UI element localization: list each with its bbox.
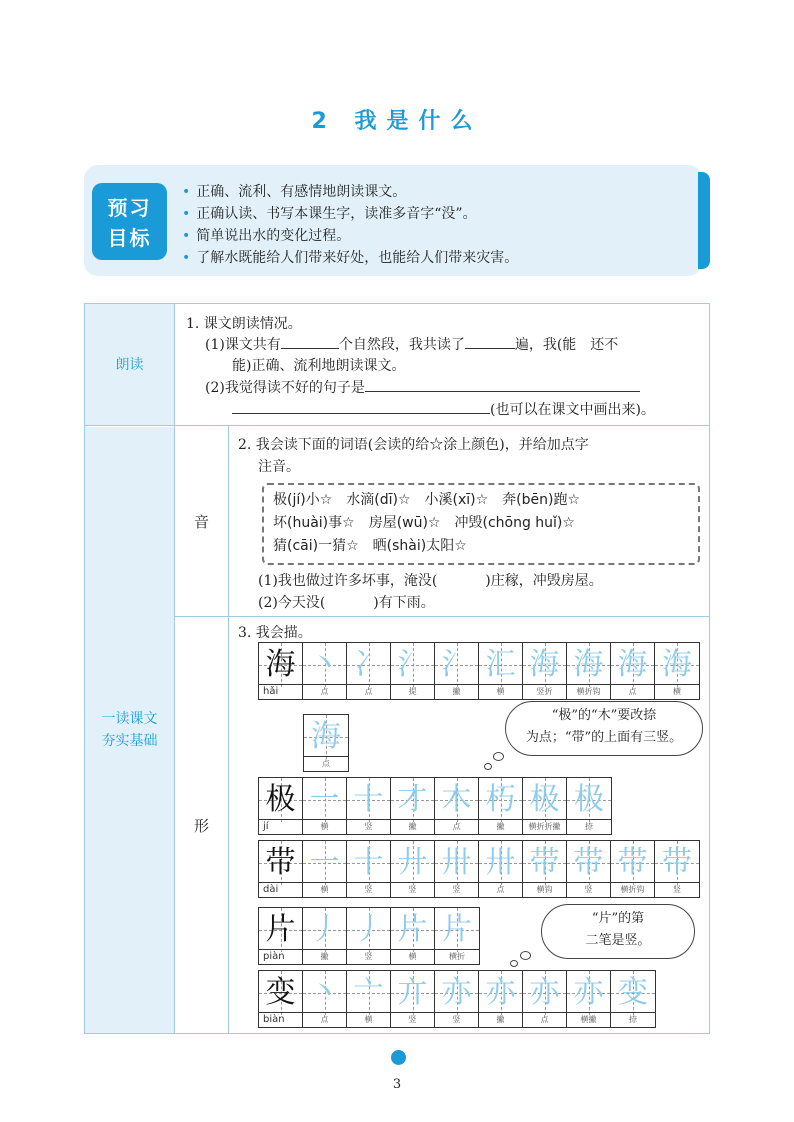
pinyin-label: dài — [259, 882, 302, 897]
label-shape: 形 — [193, 816, 209, 835]
trace-character: 极 — [574, 782, 604, 817]
tracing-cell[interactable] — [303, 971, 347, 1027]
tracing-cell[interactable] — [523, 841, 567, 897]
stroke-name-label: 横折折撇 — [523, 819, 566, 834]
stroke-name-label: 横 — [655, 684, 699, 699]
tracing-grid-pian — [258, 907, 480, 965]
q2-sentence2: (2)今天没( )有下雨。 — [258, 595, 435, 611]
trace-character: 带 — [573, 845, 604, 880]
stroke-name-label: 竖 — [347, 882, 390, 897]
cloud-tail-dot — [510, 960, 518, 967]
goal-item: • 简单说出水的变化过程。 — [182, 228, 351, 244]
pinyin-label: jí — [259, 819, 302, 834]
trace-character: 朽 — [485, 782, 516, 817]
q1-line4: (也可以在课文中画出来)。 — [232, 399, 655, 419]
trace-character: 卅 — [441, 845, 472, 880]
model-character: 极 — [265, 782, 296, 817]
stroke-name-label: 横折 — [435, 949, 479, 964]
tracing-cell[interactable] — [479, 971, 523, 1027]
section-basics — [85, 427, 174, 1033]
stroke-name-label: 提 — [391, 684, 434, 699]
trace-character: 卅 — [485, 845, 516, 880]
stroke-name-label: 撇 — [479, 1012, 522, 1027]
tip-cloud-1-line2: 为点；“带”的上面有三竖。 — [525, 730, 683, 745]
trace-character: 海 — [529, 647, 560, 682]
tracing-grid-bian — [258, 970, 656, 1028]
stroke-name-label: 横撇 — [567, 1012, 610, 1027]
tracing-cell[interactable] — [479, 841, 523, 897]
tracing-cell[interactable] — [567, 971, 611, 1027]
trace-character: 带 — [662, 845, 692, 880]
stroke-name-label: 横钩 — [523, 882, 566, 897]
stroke-name-label: 撇 — [435, 684, 478, 699]
tip-cloud-2-line2: 二笔是竖。 — [585, 933, 651, 948]
page-title: 2 我是什么 — [311, 109, 483, 134]
bullet-icon: • — [182, 184, 191, 200]
tracing-cell[interactable] — [611, 643, 655, 699]
stroke-name-label: 撇 — [479, 819, 522, 834]
tracing-cell[interactable] — [347, 841, 391, 897]
model-character: 海 — [265, 647, 296, 682]
tracing-cell[interactable] — [303, 643, 347, 699]
cloud-tail-dot — [484, 763, 492, 770]
trace-character: 亦 — [529, 975, 560, 1010]
goal-item: • 正确、流利、有感情地朗读课文。 — [182, 184, 407, 200]
tracing-cell[interactable] — [303, 841, 347, 897]
trace-character: 冫 — [353, 647, 384, 682]
tracing-cell[interactable] — [435, 971, 479, 1027]
section-basics-line1: 一读课文 — [101, 711, 158, 727]
trace-character: 亦 — [573, 975, 604, 1010]
trace-character: 亠 — [353, 975, 384, 1010]
tracing-cell[interactable] — [259, 778, 303, 834]
q2-title-line1: 2. 我会读下面的词语(会读的给☆涂上颜色)，并给加点字 — [238, 437, 589, 453]
tracing-cell[interactable] — [611, 841, 655, 897]
stroke-name-label: 竖 — [435, 1012, 478, 1027]
tracing-cell[interactable] — [304, 715, 348, 771]
tracing-cell[interactable] — [347, 908, 391, 964]
q2-title-line2: 注音。 — [258, 459, 300, 475]
trace-character: 亦 — [485, 975, 516, 1010]
tracing-cell[interactable] — [479, 778, 523, 834]
tracing-cell[interactable] — [567, 841, 611, 897]
trace-character: 片 — [442, 912, 472, 947]
tracing-cell[interactable] — [391, 841, 435, 897]
model-character: 带 — [265, 845, 296, 880]
stroke-name-label: 竖折 — [523, 684, 566, 699]
q1-line2: 能)正确、流利地朗读课文。 — [232, 358, 406, 374]
stroke-name-label: 点 — [347, 684, 390, 699]
q1-title: 1. 课文朗读情况。 — [186, 316, 302, 332]
goals-badge — [92, 183, 167, 260]
tracing-cell[interactable] — [347, 971, 391, 1027]
tracing-grid-dai — [258, 840, 700, 898]
tracing-cell[interactable] — [435, 841, 479, 897]
tracing-cell[interactable] — [435, 908, 479, 964]
stroke-name-label: 横 — [303, 819, 346, 834]
trace-character: 海 — [662, 647, 692, 682]
q3-title: 3. 我会描。 — [238, 625, 312, 641]
stroke-name-label: 竖 — [567, 882, 610, 897]
tracing-cell[interactable] — [391, 778, 435, 834]
page-number: 3 — [392, 1077, 402, 1092]
tracing-cell[interactable] — [391, 908, 435, 964]
trace-character: 亣 — [397, 975, 428, 1010]
goals-badge-line2: 目标 — [107, 226, 152, 250]
stroke-name-label: 点 — [479, 882, 522, 897]
word-row: 猜(cāi)一猜☆ 晒(shài)太阳☆ — [273, 538, 467, 554]
trace-character: 丿 — [309, 912, 340, 947]
trace-character: 汇 — [485, 647, 516, 682]
tracing-cell[interactable] — [347, 778, 391, 834]
goals-badge-line1: 预习 — [107, 196, 152, 220]
tracing-cell[interactable] — [567, 778, 611, 834]
cloud-tail-dot — [520, 951, 531, 960]
divider — [228, 425, 229, 1034]
stroke-name-label: 点 — [303, 1012, 346, 1027]
section-reading: 朗读 — [85, 304, 174, 425]
stroke-name-label: 撇 — [303, 949, 346, 964]
tip-cloud-1 — [505, 701, 703, 756]
trace-character: 海 — [311, 719, 341, 754]
tip-cloud-2-line1: “片”的第 — [591, 911, 645, 926]
tracing-cell[interactable] — [391, 643, 435, 699]
paragraph-count-blank[interactable] — [281, 334, 339, 349]
tracing-cell[interactable] — [391, 971, 435, 1027]
goals-list — [182, 181, 518, 269]
stroke-name-label: 点 — [303, 684, 346, 699]
stroke-name-label: 撇 — [391, 819, 434, 834]
trace-character: 片 — [397, 912, 428, 947]
trace-character: 木 — [441, 782, 472, 817]
tracing-cell[interactable] — [435, 778, 479, 834]
q1-line3: (2)我觉得读不好的句子是 — [205, 377, 640, 397]
stroke-name-label: 点 — [435, 819, 478, 834]
cloud-tail-dot — [493, 752, 504, 761]
trace-character: 一 — [309, 845, 340, 880]
tracing-cell[interactable] — [303, 908, 347, 964]
tracing-cell[interactable] — [567, 643, 611, 699]
trace-character: 变 — [618, 975, 648, 1010]
pinyin-label: piàn — [259, 949, 302, 964]
trace-character: 海 — [617, 647, 648, 682]
pinyin-label: biàn — [259, 1012, 302, 1027]
tracing-cell[interactable] — [523, 971, 567, 1027]
pinyin-label: hǎi — [259, 684, 302, 699]
goal-item: • 正确认读、书写本课生字，读准多音字“没”。 — [182, 206, 477, 222]
stroke-name-label: 点 — [611, 684, 654, 699]
divider — [174, 616, 710, 617]
stroke-name-label: 竖 — [347, 819, 390, 834]
bullet-icon: • — [182, 228, 191, 244]
stroke-name-label: 横 — [347, 1012, 390, 1027]
read-count-blank[interactable] — [465, 334, 515, 349]
q2-sentence1: (1)我也做过许多坏事，淹没( )庄稼，冲毁房屋。 — [258, 573, 603, 589]
stroke-name-label: 点 — [523, 1012, 566, 1027]
model-character: 片 — [265, 912, 296, 947]
stroke-name-label: 捺 — [567, 819, 611, 834]
stroke-name-label: 横折钩 — [567, 684, 610, 699]
trace-character: 极 — [529, 782, 560, 817]
word-row: 坏(huài)事☆ 房屋(wū)☆ 冲毁(chōng huǐ)☆ — [273, 515, 575, 531]
trace-character: 海 — [573, 647, 604, 682]
tracing-grid-hai-extra — [303, 714, 349, 772]
stroke-name-label: 竖 — [347, 949, 390, 964]
tracing-cell[interactable] — [611, 971, 655, 1027]
trace-character: 廾 — [397, 845, 428, 880]
goal-item: • 了解水既能给人们带来好处，也能给人们带来灾害。 — [182, 250, 519, 266]
model-character: 变 — [265, 975, 296, 1010]
tracing-cell[interactable] — [655, 643, 699, 699]
trace-character: 一 — [309, 782, 340, 817]
goals-panel-edge — [698, 172, 710, 269]
tracing-grid-hai — [258, 642, 700, 700]
trace-character: 十 — [353, 782, 384, 817]
tracing-cell[interactable] — [259, 841, 303, 897]
tracing-cell[interactable] — [259, 971, 303, 1027]
tracing-cell[interactable] — [523, 643, 567, 699]
stroke-name-label: 点 — [304, 756, 348, 771]
stroke-name-label: 竖 — [391, 1012, 434, 1027]
trace-character: 十 — [353, 845, 384, 880]
trace-character: 带 — [617, 845, 648, 880]
trace-character: 丶 — [309, 975, 340, 1010]
bullet-icon: • — [182, 206, 191, 222]
tracing-cell[interactable] — [523, 778, 567, 834]
stroke-name-label: 竖 — [435, 882, 478, 897]
tracing-cell[interactable] — [479, 643, 523, 699]
stroke-name-label: 横 — [391, 949, 434, 964]
tip-cloud-2 — [541, 904, 695, 959]
tracing-cell[interactable] — [435, 643, 479, 699]
tip-cloud-1-line1: “极”的“木”要改捺 — [551, 708, 657, 723]
trace-character: 带 — [529, 845, 560, 880]
trace-character: 亦 — [441, 975, 472, 1010]
tracing-grid-ji — [258, 777, 612, 835]
q1-line1: (1)课文共有 个自然段，我共读了 遍，我(能 还不 — [205, 334, 618, 354]
stroke-name-label: 横折钩 — [611, 882, 654, 897]
page-marker-dot — [391, 1050, 406, 1065]
tracing-cell[interactable] — [259, 908, 303, 964]
word-row: 极(jí)小☆ 水滴(dī)☆ 小溪(xī)☆ 奔(bēn)跑☆ — [273, 492, 581, 508]
trace-character: 丶 — [309, 647, 340, 682]
stroke-name-label: 竖 — [391, 882, 434, 897]
trace-character: 氵 — [397, 647, 428, 682]
stroke-name-label: 横 — [479, 684, 522, 699]
stroke-name-label: 竖 — [655, 882, 699, 897]
section-basics-line2: 夯实基础 — [101, 733, 158, 749]
difficult-sentence-blank-2[interactable] — [232, 399, 490, 414]
tracing-cell[interactable] — [303, 778, 347, 834]
tracing-cell[interactable] — [259, 643, 303, 699]
difficult-sentence-blank[interactable] — [365, 377, 640, 392]
trace-character: 氵 — [441, 647, 472, 682]
tracing-cell[interactable] — [655, 841, 699, 897]
stroke-name-label: 捺 — [611, 1012, 655, 1027]
bullet-icon: • — [182, 250, 191, 266]
trace-character: 丿 — [353, 912, 384, 947]
trace-character: 才 — [397, 782, 428, 817]
tracing-cell[interactable] — [347, 643, 391, 699]
stroke-name-label: 横 — [303, 882, 346, 897]
label-sound: 音 — [193, 512, 209, 531]
